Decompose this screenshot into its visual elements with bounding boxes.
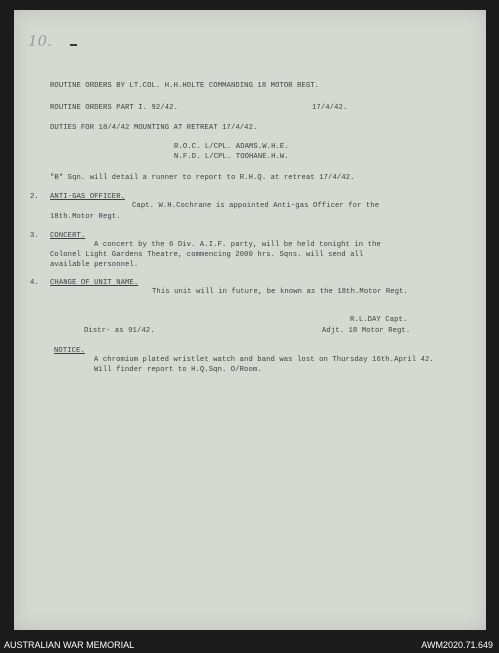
footer-institution: AUSTRALIAN WAR MEMORIAL xyxy=(4,640,135,650)
item-number: 2. xyxy=(30,193,39,201)
item-number: 4. xyxy=(30,279,39,287)
signature-name: R.L.DAY Capt. xyxy=(350,316,408,324)
orders-date: 17/4/42. xyxy=(312,104,348,112)
document-page xyxy=(14,10,486,630)
footer-accession: AWM2020.71.649 xyxy=(421,640,493,650)
pencil-annotation: 10. xyxy=(28,32,52,50)
ink-mark xyxy=(70,44,77,46)
header-title: ROUTINE ORDERS BY LT.COL. H.H.HOLTE COMMANDING 18 MOTOR REGT. xyxy=(50,82,320,90)
item-text: 18th.Motor Regt. xyxy=(50,213,121,221)
item-text: Colonel Light Gardens Theatre, commencing 2000 hrs. Sqns. will send all xyxy=(50,251,364,259)
item-text: available personnel. xyxy=(50,261,139,269)
item-text: Capt. W.H.Cochrane is appointed Anti-gas Officer for the xyxy=(132,202,380,210)
runner-instruction: "B" Sqn. will detail a runner to report to R.H.Q. at retreat 17/4/42. xyxy=(50,174,355,182)
item-heading: ANTI-GAS OFFICER. xyxy=(50,193,126,201)
item-heading: CONCERT. xyxy=(50,232,86,240)
duties-line: DUTIES FOR 18/4/42 MOUNTING AT RETREAT 17/4/42. xyxy=(50,124,258,132)
duty-roc: R.O.C. L/CPL. ADAMS.W.H.E. xyxy=(174,143,289,151)
item-heading: CHANGE OF UNIT NAME. xyxy=(50,279,139,287)
orders-part: ROUTINE ORDERS PART I. 92/42. xyxy=(50,104,178,112)
item-text: This unit will in future, be known as the 18th.Motor Regt. xyxy=(152,288,408,296)
duty-nfd: N.F.D. L/CPL. TOOHANE.H.W. xyxy=(174,153,289,161)
signature-title: Adjt. 18 Motor Regt. xyxy=(322,327,411,335)
notice-heading: NOTICE. xyxy=(54,347,85,355)
distribution: Distr- as 91/42. xyxy=(84,327,155,335)
item-number: 3. xyxy=(30,232,39,240)
notice-text: A chromium plated wristlet watch and band was lost on Thursday 16th.April 42. xyxy=(94,356,434,364)
notice-text: Will finder report to H.Q.Sqn. O/Room. xyxy=(94,366,262,374)
item-text: A concert by the 6 Div. A.I.F. party, will be held tonight in the xyxy=(94,241,381,249)
